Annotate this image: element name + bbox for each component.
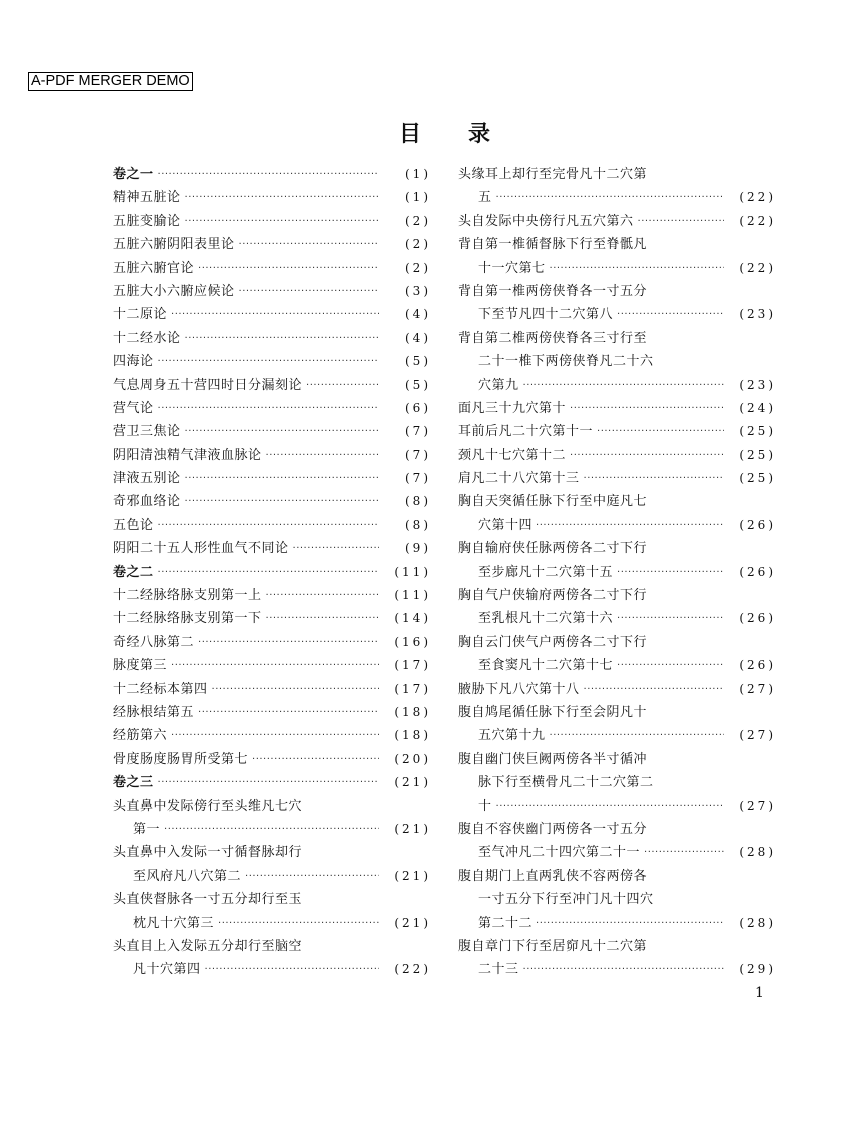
toc-right-column [458,163,776,982]
toc-entry-text: 四海论 [113,354,154,370]
toc-page-number: (21) [394,775,431,790]
toc-page-number: (26) [739,611,776,626]
page-ref: 29 [747,962,769,977]
toc-page-number: (27) [739,798,776,813]
toc-page-number: (2) [404,260,431,275]
dot-leader [536,912,724,935]
toc-page-number: (7) [404,471,431,486]
page-ref: 20 [402,751,424,766]
page-ref: 8 [412,517,424,532]
dot-leader [617,607,724,630]
toc-page-number: (23) [739,307,776,322]
toc-entry-line[interactable] [458,233,776,256]
toc-entry-line[interactable] [113,865,431,888]
dot-leader [496,186,724,209]
toc-entry-line[interactable] [458,841,776,864]
toc-page-number: (17) [394,658,431,673]
toc-entry-line[interactable] [458,888,776,911]
page-ref: 21 [402,915,424,930]
toc-entry-text: 耳前后凡二十穴第十一 [458,424,594,440]
toc-entry-text: 头直鼻中入发际一寸循督脉却行 [113,845,303,861]
toc-entry-text: 背自第一椎循督脉下行至脊骶凡 [458,237,648,253]
page-ref: 25 [747,447,769,462]
page-ref: 27 [747,728,769,743]
toc-page-number: (22) [739,190,776,205]
toc-entry-text: 骨度肠度肠胃所受第七 [113,751,249,767]
dot-leader [570,397,724,420]
toc-entry-line[interactable] [458,654,776,677]
toc-page-number: (22) [394,962,431,977]
page-ref: 22 [402,962,424,977]
toc-page-number: (6) [404,400,431,415]
toc-entry-line[interactable] [113,678,431,701]
toc-entry-text: 下至节凡四十二穴第八 [478,307,614,323]
toc-entry-line[interactable] [113,912,431,935]
toc-page-number: (8) [404,494,431,509]
toc-entry-text: 胸自云门侠气户两傍各二寸下行 [458,634,648,650]
toc-page-number: (1) [404,167,431,181]
toc-entry-line[interactable] [113,163,431,186]
toc-entry-text: 面凡三十九穴第十 [458,400,567,416]
toc-entry-text: 背自第一椎两傍侠脊各一寸五分 [458,283,648,299]
toc-entry-line[interactable] [113,327,431,350]
dot-leader [597,420,724,443]
page-ref: 5 [412,354,424,369]
dot-leader [205,958,379,981]
toc-entry-text: 一寸五分下行至冲门凡十四穴 [478,892,654,908]
page-ref: 6 [412,400,424,415]
toc-entry-line[interactable] [113,841,431,864]
toc-entry-line[interactable] [113,748,431,771]
page-ref: 1 [412,167,424,181]
toc-page-number: (27) [739,728,776,743]
toc-entry-line[interactable] [113,607,431,630]
page-ref: 24 [747,400,769,415]
toc-page-number: (27) [739,681,776,696]
toc-entry-line[interactable] [113,935,431,958]
toc-entry-line[interactable] [113,724,431,747]
toc-entry-line[interactable] [113,444,431,467]
dot-leader [644,841,724,864]
dot-leader [158,350,379,373]
dot-leader [523,374,724,397]
toc-entry-line[interactable] [458,584,776,607]
page-ref: 5 [412,377,424,392]
page-ref: 27 [747,798,769,813]
toc-page-number: (25) [739,471,776,486]
toc-entry-line[interactable] [458,514,776,537]
toc-entry-text: 五 [478,190,492,206]
toc-entry-text: 五脏六腑官论 [113,260,195,276]
page-ref: 18 [402,704,424,719]
toc-entry-line[interactable] [458,420,776,443]
toc-entry-line[interactable] [113,374,431,397]
page-ref: 9 [412,541,424,556]
page-ref: 21 [402,775,424,790]
page-ref: 28 [747,915,769,930]
toc-entry-line[interactable] [458,397,776,420]
toc-page-number: (18) [394,728,431,743]
toc-page-number: (8) [404,517,431,532]
dot-leader [239,280,379,303]
toc-entry-line[interactable] [458,350,776,373]
toc-page-number: (20) [394,751,431,766]
toc-page-number: (7) [404,447,431,462]
title-char-2: 录 [468,122,491,147]
toc-entry-text: 腋胁下凡八穴第十八 [458,681,580,697]
toc-entry-text: 穴第九 [478,377,519,393]
page-ref: 4 [412,307,424,322]
toc-entry-line[interactable] [458,935,776,958]
toc-entry-text: 阴阳二十五人形性血气不同论 [113,541,289,557]
toc-entry-text: 胸自输府侠任脉两傍各二寸下行 [458,541,648,557]
toc-entry-line[interactable] [113,420,431,443]
dot-leader [550,257,724,280]
toc-page-number: (9) [404,541,431,556]
toc-entry-text: 五穴第十九 [478,728,546,744]
toc-entry-line[interactable] [458,607,776,630]
toc-entry-text: 卷之二 [113,564,154,580]
toc-entry-line[interactable] [113,350,431,373]
dot-leader [306,374,379,397]
toc-entry-text: 头直鼻中发际傍行至头维凡七穴 [113,798,303,814]
toc-entry-line[interactable] [458,210,776,233]
toc-entry-line[interactable] [458,303,776,326]
page-ref: 26 [747,517,769,532]
page-ref: 25 [747,424,769,439]
toc-entry-text: 十一穴第七 [478,260,546,276]
dot-leader [570,444,724,467]
toc-entry-line[interactable] [458,280,776,303]
toc-entry-line[interactable] [458,444,776,467]
dot-leader [185,467,379,490]
toc-entry-text: 头自发际中央傍行凡五穴第六 [458,213,634,229]
toc-entry-text: 至气冲凡二十四穴第二十一 [478,845,641,861]
toc-page-number: (2) [404,237,431,252]
toc-entry-line[interactable] [458,374,776,397]
toc-entry-line[interactable] [113,888,431,911]
toc-page-number: (22) [739,260,776,275]
toc-entry-text: 二十一椎下两傍侠脊凡二十六 [478,354,654,370]
toc-entry-text: 至步廊凡十二穴第十五 [478,564,614,580]
toc-entry-text: 胸自气户侠输府两傍各二寸下行 [458,588,648,604]
toc-entry-line[interactable] [113,490,431,513]
toc-entry-text: 十二经标本第四 [113,681,208,697]
title-char-1: 目 [399,122,422,147]
dot-leader [252,748,379,771]
toc-entry-text: 奇经八脉第二 [113,634,195,650]
toc-page-number: (25) [739,424,776,439]
dot-leader [536,514,724,537]
page-ref: 26 [747,658,769,673]
toc-page-number: (5) [404,354,431,369]
toc-page-number: (25) [739,447,776,462]
toc-entry-line[interactable] [113,303,431,326]
dot-leader [617,561,724,584]
page-ref: 27 [747,681,769,696]
toc-page-number: (3) [404,283,431,298]
page-ref: 4 [412,330,424,345]
toc-entry-text: 腹自章门下行至居窌凡十二穴第 [458,938,648,954]
toc-entry-line[interactable] [458,748,776,771]
toc-entry-line[interactable] [458,631,776,654]
toc-page-number: (14) [394,611,431,626]
dot-leader [185,210,379,233]
page-ref: 22 [747,213,769,228]
toc-entry-text: 经脉根结第五 [113,704,195,720]
toc-entry-text: 经筋第六 [113,728,168,744]
dot-leader [584,678,724,701]
dot-leader [158,163,379,186]
toc-page-number: (16) [394,634,431,649]
toc-entry-line[interactable] [458,490,776,513]
dot-leader [523,958,724,981]
toc-entry-text: 头直侠督脉各一寸五分却行至玉 [113,892,303,908]
toc-page-number: (17) [394,681,431,696]
dot-leader [293,537,379,560]
toc-entry-text: 凡十穴第四 [133,962,201,978]
toc-entry-text: 肩凡二十八穴第十三 [458,471,580,487]
dot-leader [185,186,379,209]
toc-entry-text: 五色论 [113,517,154,533]
toc-entry-line[interactable] [458,537,776,560]
toc-entry-line[interactable] [113,514,431,537]
dot-leader [158,561,379,584]
toc-entry-text: 津液五别论 [113,471,181,487]
dot-leader [496,795,724,818]
dot-leader [218,912,379,935]
toc-entry-text: 脉度第三 [113,658,168,674]
watermark-label: A-PDF MERGER DEMO [28,72,193,91]
dot-leader [584,467,724,490]
toc-entry-line[interactable] [458,701,776,724]
page-ref: 23 [747,377,769,392]
toc-entry-text: 枕凡十穴第三 [133,915,215,931]
toc-entry-line[interactable] [113,771,431,794]
toc-entry-line[interactable] [113,561,431,584]
toc-page-number: (4) [404,330,431,345]
toc-page-number: (5) [404,377,431,392]
dot-leader [638,210,724,233]
dot-leader [171,724,379,747]
toc-entry-line[interactable] [458,771,776,794]
toc-entry-text: 腹自期门上直两乳侠不容两傍各 [458,868,648,884]
dot-leader [239,233,379,256]
toc-page-number: (11) [394,564,431,579]
toc-entry-text: 五脏六腑阴阳表里论 [113,237,235,253]
toc-entry-line[interactable] [458,467,776,490]
toc-entry-line[interactable] [458,678,776,701]
toc-page-number: (4) [404,307,431,322]
toc-entry-text: 腹自幽门侠巨阙两傍各半寸循冲 [458,751,648,767]
toc-page-number: (26) [739,517,776,532]
page-ref: 22 [747,190,769,205]
page-ref: 11 [402,588,424,603]
toc-entry-line[interactable] [113,233,431,256]
toc-page-number: (26) [739,564,776,579]
page-ref: 17 [402,658,424,673]
dot-leader [617,654,724,677]
toc-entry-line[interactable] [458,818,776,841]
toc-entry-line[interactable] [113,210,431,233]
page-ref: 21 [402,868,424,883]
page-ref: 3 [412,283,424,298]
toc-entry-line[interactable] [113,818,431,841]
toc-entry-text: 卷之一 [113,167,154,182]
toc-entry-text: 头直目上入发际五分却行至脑空 [113,938,303,954]
toc-entry-line[interactable] [458,795,776,818]
toc-page-number: (24) [739,400,776,415]
toc-entry-text: 背自第二椎两傍侠脊各三寸行至 [458,330,648,346]
dot-leader [171,303,379,326]
toc-entry-text: 十二原论 [113,307,168,323]
toc-entry-line[interactable] [113,631,431,654]
toc-entry-text: 至风府凡八穴第二 [133,868,242,884]
toc-page-number: (26) [739,658,776,673]
toc-page-number: (22) [739,213,776,228]
toc-page-number: (28) [739,845,776,860]
toc-entry-text: 阴阳清浊精气津液血脉论 [113,447,262,463]
toc-entry-text: 营气论 [113,400,154,416]
dot-leader [198,257,379,280]
dot-leader [158,514,379,537]
page-ref: 17 [402,681,424,696]
toc-entry-line[interactable] [113,257,431,280]
toc-entry-line[interactable] [458,865,776,888]
toc-page-number: (1) [404,190,431,205]
toc-entry-text: 十二经脉络脉支别第一上 [113,588,262,604]
toc-entry-text: 卷之三 [113,775,154,791]
dot-leader [550,724,724,747]
toc-page-number: (18) [394,704,431,719]
toc-entry-line[interactable] [113,701,431,724]
toc-entry-text: 腹自不容侠幽门两傍各一寸五分 [458,821,648,837]
dot-leader [266,444,379,467]
page-ref: 7 [412,471,424,486]
toc-entry-text: 二十三 [478,962,519,978]
toc-entry-text: 颈凡十七穴第十二 [458,447,567,463]
toc-page-number: (11) [394,588,431,603]
dot-leader [158,397,379,420]
toc-entry-line[interactable] [113,397,431,420]
toc-entry-text: 五脏大小六腑应候论 [113,283,235,299]
dot-leader [185,490,379,513]
toc-entry-text: 营卫三焦论 [113,424,181,440]
dot-leader [617,303,724,326]
page-ref: 11 [402,564,424,579]
toc-entry-line[interactable] [458,186,776,209]
dot-leader [245,865,379,888]
toc-entry-text: 奇邪血络论 [113,494,181,510]
toc-entry-line[interactable] [458,327,776,350]
page-ref: 23 [747,307,769,322]
toc-entry-text: 气息周身五十营四时日分漏刻论 [113,377,303,393]
toc-entry-line[interactable] [458,724,776,747]
toc-entry-line[interactable] [458,912,776,935]
page-ref: 2 [412,260,424,275]
toc-entry-line[interactable] [113,958,431,981]
toc-page-number: (7) [404,424,431,439]
page-ref: 26 [747,611,769,626]
toc-entry-line[interactable] [113,654,431,677]
toc-entry-line[interactable] [113,795,431,818]
toc-entry-text: 精神五脏论 [113,190,181,206]
toc-page-number: (2) [404,213,431,228]
page-ref: 1 [412,190,424,205]
toc-entry-text: 至食窦凡十二穴第十七 [478,658,614,674]
dot-leader [266,584,379,607]
toc-entry-line[interactable] [113,280,431,303]
page-number: 1 [755,985,764,1001]
page-ref: 2 [412,213,424,228]
toc-entry-line[interactable] [113,537,431,560]
toc-entry-line[interactable] [113,186,431,209]
page-ref: 14 [402,611,424,626]
toc-page-number: (28) [739,915,776,930]
toc-entry-line[interactable] [458,561,776,584]
page-ref: 25 [747,471,769,486]
toc-page-number: (29) [739,962,776,977]
page-ref: 2 [412,237,424,252]
dot-leader [185,420,379,443]
toc-entry-text: 五脏变腧论 [113,213,181,229]
page-ref: 7 [412,424,424,439]
toc-page-number: (21) [394,868,431,883]
page-ref: 21 [402,821,424,836]
dot-leader [198,631,379,654]
dot-leader [185,327,379,350]
dot-leader [212,678,379,701]
page-ref: 28 [747,845,769,860]
dot-leader [198,701,379,724]
page-ref: 7 [412,447,424,462]
toc-entry-text: 穴第十四 [478,517,533,533]
toc-entry-line[interactable] [458,958,776,981]
toc-page-number: (21) [394,915,431,930]
toc-entry-text: 第二十二 [478,915,533,931]
dot-leader [164,818,379,841]
toc-page-number: (23) [739,377,776,392]
page-ref: 22 [747,260,769,275]
toc-page-number: (21) [394,821,431,836]
toc-entry-text: 十二经脉络脉支别第一下 [113,611,262,627]
toc-entry-line[interactable] [458,163,776,186]
toc-entry-line[interactable] [458,257,776,280]
toc-entry-text: 头缘耳上却行至完骨凡十二穴第 [458,167,648,182]
toc-entry-text: 脉下行至横骨凡二十二穴第二 [478,775,654,791]
toc-entry-line[interactable] [113,467,431,490]
toc-entry-line[interactable] [113,584,431,607]
dot-leader [158,771,379,794]
dot-leader [171,654,379,677]
toc-entry-text: 至乳根凡十二穴第十六 [478,611,614,627]
toc-left-column [113,163,431,982]
page-ref: 26 [747,564,769,579]
page-ref: 16 [402,634,424,649]
dot-leader [266,607,379,630]
toc-entry-text: 腹自鸠尾循任脉下行至会阴凡十 [458,704,648,720]
page-ref: 8 [412,494,424,509]
toc-entry-text: 胸自天突循任脉下行至中庭凡七 [458,494,648,510]
toc-entry-text: 第一 [133,821,161,837]
toc-entry-text: 十 [478,798,492,814]
toc-entry-text: 十二经水论 [113,330,181,346]
page-ref: 18 [402,728,424,743]
